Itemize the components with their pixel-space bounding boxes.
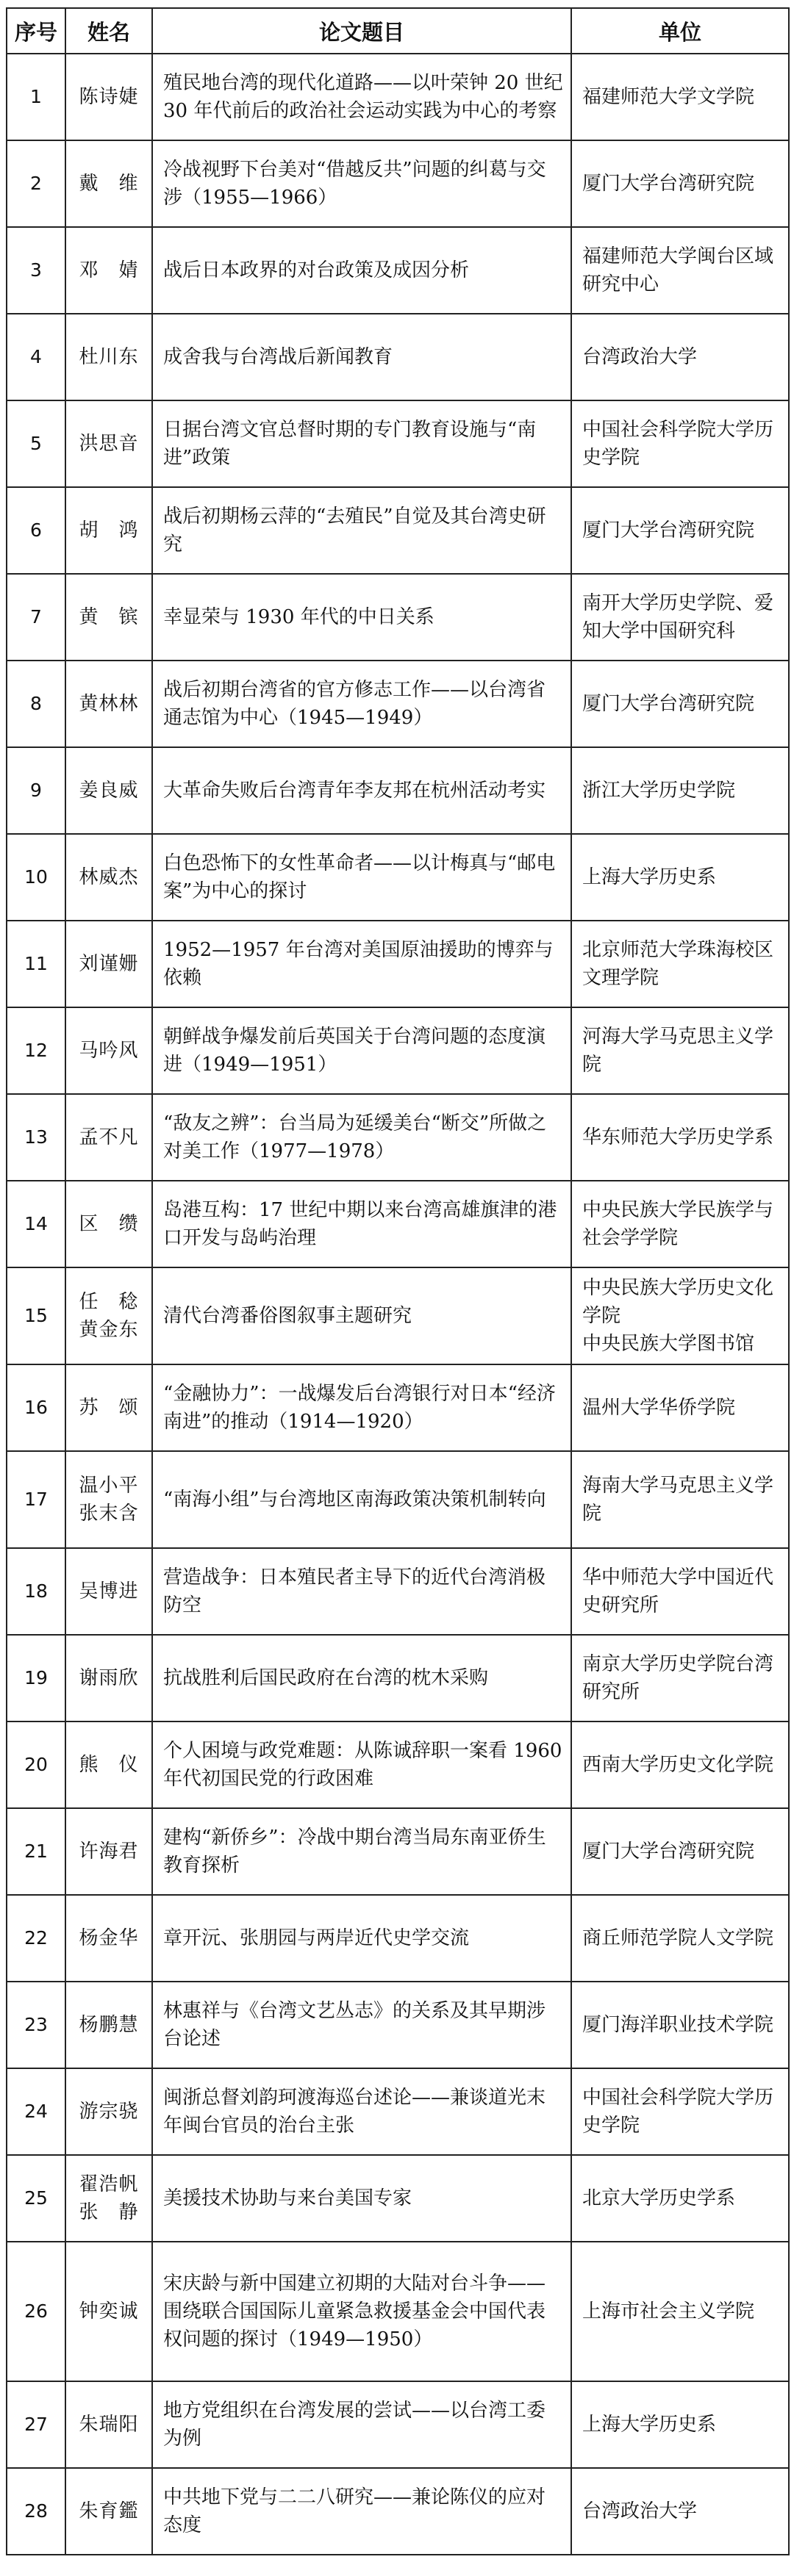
row-unit-cell: 西南大学历史文化学院 (571, 1721, 789, 1808)
row-unit-cell: 河海大学马克思主义学院 (571, 1007, 789, 1094)
table-row (7, 1094, 789, 1181)
row-num-cell: 8 (7, 661, 65, 747)
row-unit-cell: 厦门海洋职业技术学院 (571, 1982, 789, 2068)
row-title-cell: 战后初期杨云萍的“去殖民”自觉及其台湾史研究 (152, 487, 571, 574)
row-name-cell: 戴 维 (65, 140, 152, 227)
table-row (7, 2381, 789, 2468)
row-title-cell: 营造战争：日本殖民者主导下的近代台湾消极防空 (152, 1548, 571, 1635)
presenter-table (6, 7, 790, 2555)
table-row (7, 661, 789, 747)
row-num-cell: 4 (7, 314, 65, 400)
row-title-cell: 日据台湾文官总督时期的专门教育设施与“南进”政策 (152, 400, 571, 487)
row-title-cell: 个人困境与政党难题：从陈诚辞职一案看 1960 年代初国民党的行政困难 (152, 1721, 571, 1808)
row-name-cell: 温小平 张末含 (65, 1451, 152, 1548)
table-row (7, 1451, 789, 1548)
row-num-cell: 6 (7, 487, 65, 574)
row-name-cell: 许海君 (65, 1808, 152, 1895)
row-title-cell: “金融协力”：一战爆发后台湾银行对日本“经济南进”的推动（1914—1920） (152, 1364, 571, 1451)
header-num: 序号 (7, 8, 65, 54)
row-title-cell: “南海小组”与台湾地区南海政策决策机制转向 (152, 1451, 571, 1548)
row-title-cell: 抗战胜利后国民政府在台湾的枕木采购 (152, 1635, 571, 1721)
table-row (7, 1267, 789, 1364)
row-name-cell: 游宗骁 (65, 2068, 152, 2155)
row-name-cell: 陈诗婕 (65, 54, 152, 140)
row-name-cell: 刘谨姗 (65, 921, 152, 1007)
table-row (7, 1635, 789, 1721)
table-row (7, 1007, 789, 1094)
row-num-cell: 22 (7, 1895, 65, 1982)
row-num-cell: 12 (7, 1007, 65, 1094)
table-row (7, 487, 789, 574)
row-num-cell: 3 (7, 227, 65, 314)
row-unit-cell: 南京大学历史学院台湾研究所 (571, 1635, 789, 1721)
row-unit-cell: 上海市社会主义学院 (571, 2242, 789, 2381)
row-unit-cell: 中国社会科学院大学历史学院 (571, 400, 789, 487)
row-name-cell: 林威杰 (65, 834, 152, 921)
row-title-cell: 建构“新侨乡”：冷战中期台湾当局东南亚侨生教育探析 (152, 1808, 571, 1895)
table-row (7, 2468, 789, 2555)
row-name-cell: 朱育鑑 (65, 2468, 152, 2555)
header-unit: 单位 (571, 8, 789, 54)
row-title-cell: 地方党组织在台湾发展的尝试——以台湾工委为例 (152, 2381, 571, 2468)
row-num-cell: 9 (7, 747, 65, 834)
row-unit-cell: 北京大学历史学系 (571, 2155, 789, 2242)
row-unit-cell: 华中师范大学中国近代史研究所 (571, 1548, 789, 1635)
row-unit-cell: 上海大学历史系 (571, 834, 789, 921)
row-unit-cell: 厦门大学台湾研究院 (571, 661, 789, 747)
row-name-cell: 马吟风 (65, 1007, 152, 1094)
row-name-cell: 杨鹏慧 (65, 1982, 152, 2068)
row-name-cell: 谢雨欣 (65, 1635, 152, 1721)
row-title-cell: 殖民地台湾的现代化道路——以叶荣钟 20 世纪 30 年代前后的政治社会运动实践为中心的考察 (152, 54, 571, 140)
row-num-cell: 14 (7, 1181, 65, 1267)
row-title-cell: 幸显荣与 1930 年代的中日关系 (152, 574, 571, 661)
row-title-cell: 朝鲜战争爆发前后英国关于台湾问题的态度演进（1949—1951） (152, 1007, 571, 1094)
row-title-cell: 宋庆龄与新中国建立初期的大陆对台斗争——围绕联合国国际儿童紧急救援基金会中国代表权问题的探讨（1949—1950） (152, 2242, 571, 2381)
row-unit-cell: 福建师范大学闽台区域研究中心 (571, 227, 789, 314)
table-row (7, 747, 789, 834)
table-row (7, 1721, 789, 1808)
row-title-cell: 闽浙总督刘韵珂渡海巡台述论——兼谈道光末年闽台官员的治台主张 (152, 2068, 571, 2155)
row-num-cell: 19 (7, 1635, 65, 1721)
row-name-cell: 苏 颂 (65, 1364, 152, 1451)
row-num-cell: 28 (7, 2468, 65, 2555)
row-unit-cell: 浙江大学历史学院 (571, 747, 789, 834)
row-title-cell: 中共地下党与二二八研究——兼论陈仪的应对态度 (152, 2468, 571, 2555)
row-name-cell: 任 稔 黄金东 (65, 1267, 152, 1364)
table-row (7, 2155, 789, 2242)
row-name-cell: 吴博进 (65, 1548, 152, 1635)
table-row (7, 140, 789, 227)
row-name-cell: 黄 镔 (65, 574, 152, 661)
row-title-cell: 1952—1957 年台湾对美国原油援助的博弈与依赖 (152, 921, 571, 1007)
table-row (7, 400, 789, 487)
row-title-cell: 白色恐怖下的女性革命者——以计梅真与“邮电案”为中心的探讨 (152, 834, 571, 921)
row-num-cell: 13 (7, 1094, 65, 1181)
row-num-cell: 17 (7, 1451, 65, 1548)
row-name-cell: 胡 鸿 (65, 487, 152, 574)
row-num-cell: 16 (7, 1364, 65, 1451)
row-num-cell: 18 (7, 1548, 65, 1635)
row-name-cell: 洪思音 (65, 400, 152, 487)
row-title-cell: 美援技术协助与来台美国专家 (152, 2155, 571, 2242)
row-title-cell: 冷战视野下台美对“借越反共”问题的纠葛与交涉（1955—1966） (152, 140, 571, 227)
header-name: 姓名 (65, 8, 152, 54)
row-unit-cell: 中央民族大学历史文化学院 中央民族大学图书馆 (571, 1267, 789, 1364)
row-unit-cell: 台湾政治大学 (571, 2468, 789, 2555)
table-body (7, 54, 789, 2555)
row-unit-cell: 福建师范大学文学院 (571, 54, 789, 140)
row-unit-cell: 中国社会科学院大学历史学院 (571, 2068, 789, 2155)
table-row (7, 1548, 789, 1635)
row-num-cell: 26 (7, 2242, 65, 2381)
row-num-cell: 11 (7, 921, 65, 1007)
table-row (7, 1982, 789, 2068)
row-name-cell: 熊 仪 (65, 1721, 152, 1808)
table-row (7, 1181, 789, 1267)
row-num-cell: 20 (7, 1721, 65, 1808)
row-unit-cell: 台湾政治大学 (571, 314, 789, 400)
table-row (7, 2068, 789, 2155)
row-num-cell: 1 (7, 54, 65, 140)
row-num-cell: 2 (7, 140, 65, 227)
row-unit-cell: 厦门大学台湾研究院 (571, 140, 789, 227)
row-unit-cell: 上海大学历史系 (571, 2381, 789, 2468)
table-row (7, 2242, 789, 2381)
row-unit-cell: 海南大学马克思主义学院 (571, 1451, 789, 1548)
row-name-cell: 区 缵 (65, 1181, 152, 1267)
row-unit-cell: 厦门大学台湾研究院 (571, 487, 789, 574)
row-name-cell: 邓 婧 (65, 227, 152, 314)
row-title-cell: 大革命失败后台湾青年李友邦在杭州活动考实 (152, 747, 571, 834)
row-title-cell: 章开沅、张朋园与两岸近代史学交流 (152, 1895, 571, 1982)
row-title-cell: 清代台湾番俗图叙事主题研究 (152, 1267, 571, 1364)
row-title-cell: 战后日本政界的对台政策及成因分析 (152, 227, 571, 314)
table-row (7, 314, 789, 400)
row-unit-cell: 厦门大学台湾研究院 (571, 1808, 789, 1895)
row-name-cell: 杨金华 (65, 1895, 152, 1982)
row-num-cell: 21 (7, 1808, 65, 1895)
row-title-cell: 成舍我与台湾战后新闻教育 (152, 314, 571, 400)
table-row (7, 921, 789, 1007)
row-num-cell: 25 (7, 2155, 65, 2242)
row-name-cell: 姜良威 (65, 747, 152, 834)
table-row (7, 574, 789, 661)
row-num-cell: 27 (7, 2381, 65, 2468)
row-title-cell: 岛港互构：17 世纪中期以来台湾高雄旗津的港口开发与岛屿治理 (152, 1181, 571, 1267)
row-unit-cell: 中央民族大学民族学与社会学学院 (571, 1181, 789, 1267)
row-num-cell: 5 (7, 400, 65, 487)
row-unit-cell: 北京师范大学珠海校区文理学院 (571, 921, 789, 1007)
row-name-cell: 朱瑞阳 (65, 2381, 152, 2468)
row-unit-cell: 温州大学华侨学院 (571, 1364, 789, 1451)
row-title-cell: 战后初期台湾省的官方修志工作——以台湾省通志馆为中心（1945—1949） (152, 661, 571, 747)
table-row (7, 1895, 789, 1982)
table-row (7, 1364, 789, 1451)
row-num-cell: 24 (7, 2068, 65, 2155)
row-unit-cell: 华东师范大学历史学系 (571, 1094, 789, 1181)
row-name-cell: 黄林林 (65, 661, 152, 747)
table-row (7, 1808, 789, 1895)
row-title-cell: “敌友之辨”：台当局为延缓美台“断交”所做之对美工作（1977—1978） (152, 1094, 571, 1181)
header-title: 论文题目 (152, 8, 571, 54)
row-name-cell: 钟奕诚 (65, 2242, 152, 2381)
row-num-cell: 10 (7, 834, 65, 921)
row-unit-cell: 商丘师范学院人文学院 (571, 1895, 789, 1982)
row-unit-cell: 南开大学历史学院、爱知大学中国研究科 (571, 574, 789, 661)
table-row (7, 834, 789, 921)
row-name-cell: 翟浩帆 张 静 (65, 2155, 152, 2242)
row-num-cell: 23 (7, 1982, 65, 2068)
table-row (7, 54, 789, 140)
row-name-cell: 杜川东 (65, 314, 152, 400)
row-title-cell: 林惠祥与《台湾文艺丛志》的关系及其早期涉台论述 (152, 1982, 571, 2068)
table-row (7, 227, 789, 314)
row-num-cell: 15 (7, 1267, 65, 1364)
row-name-cell: 孟不凡 (65, 1094, 152, 1181)
table-header-row (7, 8, 789, 54)
row-num-cell: 7 (7, 574, 65, 661)
